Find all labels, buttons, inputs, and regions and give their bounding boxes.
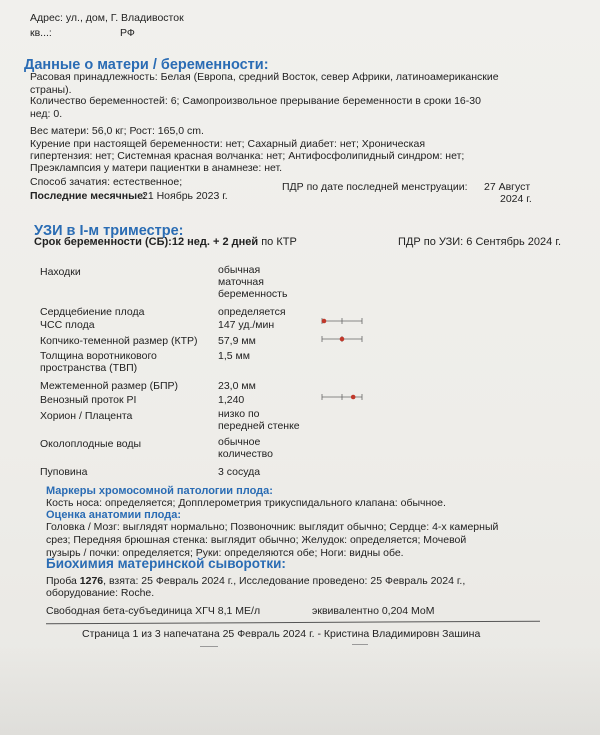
finding-label: Толщина воротникового: [40, 350, 157, 362]
anatomy-line: пузырь / почки: определяется; Руки: определяются обе; Ноги: видны обе.: [46, 547, 404, 559]
ga-suffix: по КТР: [261, 236, 297, 248]
sample-number: 1276: [79, 575, 104, 587]
finding-label: Околоплодные воды: [40, 438, 142, 450]
range-marker: [351, 395, 356, 400]
finding-label: Копчико-теменной размер (КТР): [40, 335, 198, 347]
range-indicator: [322, 318, 362, 324]
section-title-biochem: Биохимия материнской сыворотки:: [46, 556, 286, 571]
footer-mark: [200, 646, 218, 647]
edd-lmp-label: ПДР по дате последней менструации:: [282, 181, 468, 193]
mother-data-line: Вес матери: 56,0 кг; Рост: 165,0 cm.: [30, 125, 204, 137]
finding-value: определяется: [218, 306, 286, 318]
finding-label: Пуповина: [40, 466, 88, 478]
finding-label: Хорион / Плацента: [40, 410, 133, 422]
mother-data-line: страны).: [30, 84, 72, 96]
hcg-label: Свободная бета-субъединица ХГЧ 8,1 МЕ/л: [46, 605, 261, 617]
mother-data-line: нед: 0.: [30, 108, 63, 120]
finding-label: ЧСС плода: [40, 319, 95, 331]
edd-lmp-value: 27 Август: [484, 181, 531, 193]
ga-label: Срок беременности (СБ):: [34, 236, 172, 248]
range-marker: [340, 337, 345, 342]
finding-value: 23,0 мм: [218, 380, 256, 392]
sample-prefix: Проба: [46, 575, 77, 587]
finding-value: передней стенке: [218, 420, 300, 432]
sample-details: , взята: 25 Февраль 2024 г., Исследование проведено: 25 Февраль 2024 г.,: [103, 575, 466, 587]
mother-data-line: Способ зачатия: естественное;: [30, 176, 183, 188]
range-marker: [322, 319, 327, 324]
finding-value: обычное: [218, 436, 261, 448]
finding-label: пространства (ТВП): [40, 362, 138, 374]
finding-value: 3 сосуда: [218, 466, 261, 478]
lmp-value: 21 Ноябрь 2023 г.: [142, 190, 228, 202]
finding-value: 1,240: [218, 394, 245, 406]
markers-text: Кость носа: определяется; Допплерометрия трикуспидального клапана: обычное.: [46, 497, 446, 509]
finding-value: 1,5 мм: [218, 350, 250, 362]
finding-value: низко по: [218, 408, 260, 420]
finding-value: обычная: [218, 264, 261, 276]
address-country: РФ: [120, 27, 135, 39]
footer-text: Страница 1 из 3 напечатана 25 Февраль 2024 г. - Кристина Владимировн Зашина: [82, 628, 481, 640]
ga-value: 12 нед. + 2 дней: [171, 236, 259, 248]
finding-value: 147 уд./мин: [218, 319, 275, 331]
range-indicator: [322, 394, 362, 400]
section-title-markers: Маркеры хромосомной патологии плода:: [46, 485, 273, 497]
finding-label: Межтеменной размер (БПР): [40, 380, 179, 392]
footer-mark: [352, 644, 368, 645]
address-apartment: кв...:: [30, 27, 52, 39]
finding-value: количество: [218, 448, 273, 460]
mother-data-line: Преэклампсия у матери пациентки в анамнезе: нет.: [30, 162, 283, 174]
finding-label: Сердцебиение плода: [40, 306, 145, 318]
finding-value: маточная: [218, 276, 264, 288]
section-title-usg: УЗИ в I-м триместре:: [34, 223, 184, 239]
hcg-mom: эквивалентно 0,204 МоМ: [312, 605, 435, 617]
address-line: Адрес: ул., дом, Г. Владивосток: [30, 12, 184, 24]
mother-data-line: гипертензия: нет; Системная красная волчанка: нет; Антифосфолипидный синдром: нет;: [30, 150, 465, 162]
anatomy-line: Головка / Мозг: выглядят нормально; Позвоночник: выглядит обычно; Сердце: 4-х камерный: [46, 521, 499, 533]
finding-label: Венозный проток PI: [40, 394, 137, 406]
mother-data-line: Расовая принадлежность: Белая (Европа, средний Восток, север Африки, латиноамериканские: [30, 71, 499, 83]
edd-usg: ПДР по УЗИ: 6 Сентябрь 2024 г.: [398, 236, 562, 248]
range-indicator: [322, 336, 362, 342]
section-title-mother: Данные о матери / беременности:: [24, 57, 269, 73]
lmp-label: Последние месячные:: [30, 190, 147, 202]
edd-lmp-year: 2024 г.: [500, 193, 532, 205]
mother-data-line: Количество беременностей: 6; Самопроизвольное прерывание беременности в сроки 16-30: [30, 95, 481, 107]
finding-label: Находки: [40, 266, 81, 278]
mother-data-line: Курение при настоящей беременности: нет; Сахарный диабет: нет; Хроническая: [30, 138, 426, 150]
anatomy-line: срез; Передняя брюшная стенка: выглядит обычно; Желудок: определяется; Мочевой: [46, 534, 467, 546]
biochem-equipment: оборудование: Roche.: [46, 587, 155, 599]
finding-value: беременность: [218, 288, 288, 300]
finding-value: 57,9 мм: [218, 335, 256, 347]
section-title-anatomy: Оценка анатомии плода:: [46, 509, 181, 521]
